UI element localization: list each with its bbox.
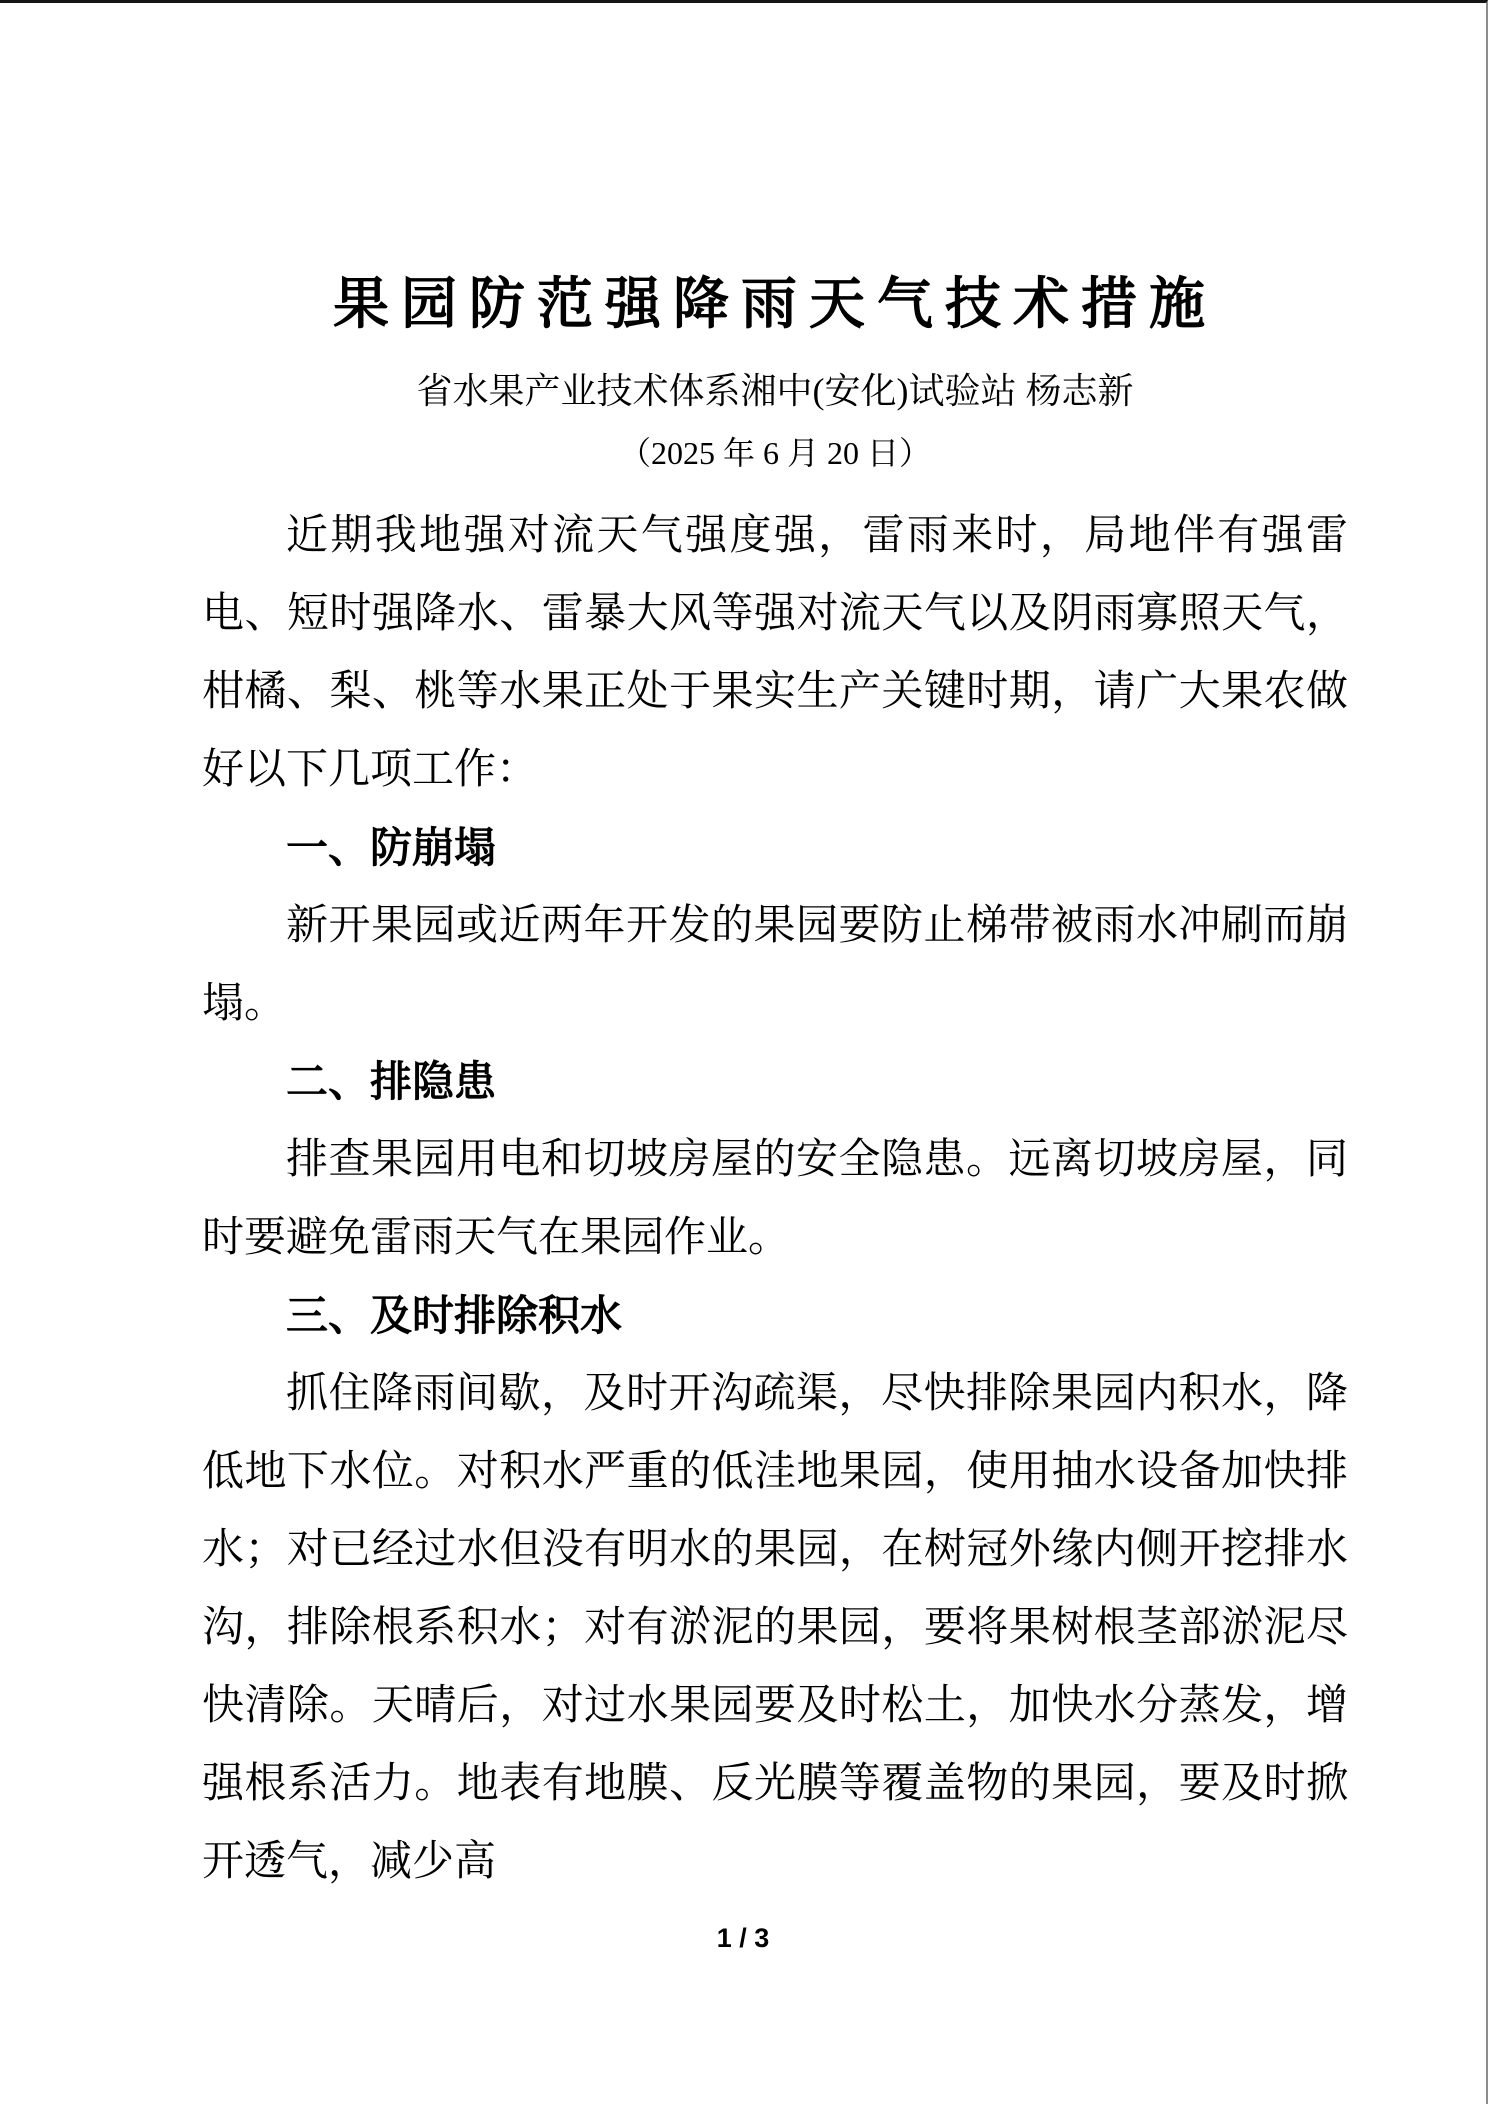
body-paragraph: 近期我地强对流天气强度强，雷雨来时，局地伴有强雷电、短时强降水、雷暴大风等强对流天气以及阴雨寡照天气，柑橘、梨、桃等水果正处于果实生产关键时期，请广大果农做好以下几项工作： bbox=[202, 513, 1348, 793]
page-number-indicator: 1 / 3 bbox=[716, 1923, 770, 1953]
body-paragraph: 抓住降雨间歇，及时开沟疏渠，尽快排除果园内积水，降低地下水位。对积水严重的低洼地果园，使用抽水设备加快排水；对已经过水但没有明水的果园，在树冠外缘内侧开挖排水沟，排除根系积水；对有淤泥的果园，要将果树根茎部淤泥尽快清除。天晴后，对过水果园要及时松土，加快水分蒸发，增强根系活力。地表有地膜、反光膜等覆盖物的果园，要及时掀开透气，减少高 bbox=[202, 1371, 1348, 1885]
document-content bbox=[202, 260, 1348, 1901]
document-byline: 省水果产业技术体系湘中(安化)试验站 杨志新 bbox=[416, 371, 1134, 411]
document-body bbox=[202, 497, 1348, 1901]
body-paragraph: 排查果园用电和切坡房屋的安全隐患。远离切坡房屋，同时要避免雷雨天气在果园作业。 bbox=[202, 1137, 1348, 1261]
document-date: （2025 年 6 月 20 日） bbox=[618, 435, 931, 471]
document-title: 果园防范强降雨天气技术措施 bbox=[333, 274, 1217, 336]
section-heading: 二、排隐患 bbox=[286, 1058, 497, 1105]
body-paragraph: 新开果园或近两年开发的果园要防止梯带被雨水冲刷而崩塌。 bbox=[202, 903, 1348, 1027]
section-heading: 三、及时排除积水 bbox=[286, 1292, 623, 1339]
section-heading: 一、防崩塌 bbox=[286, 824, 497, 871]
